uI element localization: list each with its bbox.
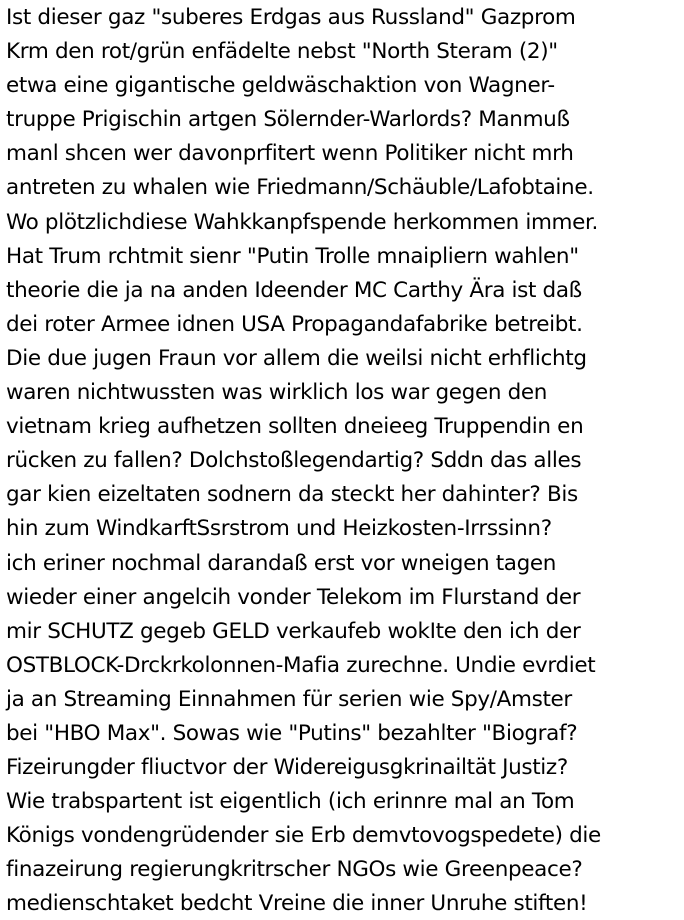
text-line: finazeirung regierungkritrscher NGOs wie Greenpeace? bbox=[6, 857, 583, 883]
text-line: Fizeirungder fliuctvor der Widereigusgkrinailtät Justiz? bbox=[6, 755, 568, 781]
text-line: Wie trabspartent ist eigentlich (ich erinnre mal an Tom bbox=[6, 789, 575, 815]
text-line: ja an Streaming Einnahmen für serien wie Spy/Amster bbox=[6, 686, 572, 712]
text-line: ich eriner nochmal darandaß erst vor wneigen tagen bbox=[6, 550, 557, 576]
text-line: etwa eine gigantische geldwäschaktion von Wagner- bbox=[6, 73, 555, 99]
text-line: hin zum WindkarftSsrstrom und Heizkosten-Irrssinn? bbox=[6, 516, 552, 542]
text-line: OSTBLOCK-Drckrkolonnen-Mafia zurechne. Undie evrdiet bbox=[6, 652, 596, 678]
text-line: Königs vondengrüdender sie Erb demvtovogspedete) die bbox=[6, 823, 601, 849]
text-line: gar kien eizeltaten sodnern da steckt her dahinter? Bis bbox=[6, 482, 578, 508]
text-line: mir SCHUTZ gegeb GELD verkaufeb wokIte den ich der bbox=[6, 618, 581, 644]
text-line: Hat Trum rchtmit sienr "Putin Trolle mnaipliern wahlen" bbox=[6, 243, 579, 269]
text-line: vietnam krieg aufhetzen sollten dneieeg Truppendin en bbox=[6, 414, 584, 440]
text-line: manl shcen wer davonprfitert wenn Politiker nicht mrh bbox=[6, 141, 574, 167]
text-line: medienschtaket bedcht Vreine die inner Unruhe stiften! bbox=[6, 891, 588, 917]
text-line: waren nichtwussten was wirklich los war gegen den bbox=[6, 380, 548, 406]
text-line: Wo plötzlichdiese Wahkkanpfspende herkommen immer. bbox=[6, 209, 599, 235]
text-line: antreten zu whalen wie Friedmann/Schäuble/Lafobtaine. bbox=[6, 175, 594, 201]
text-line: rücken zu fallen? Dolchstoßlegendartig? Sddn das alles bbox=[6, 448, 582, 474]
text-line: Krm den rot/grün enfädelte nebst "North Steram (2)" bbox=[6, 39, 558, 65]
text-line: theorie die ja na anden Ideender MC Carthy Ära ist daß bbox=[6, 277, 582, 303]
document-text bbox=[6, 1, 682, 920]
text-line: bei "HBO Max". Sowas wie "Putins" bezahlter "Biograf? bbox=[6, 720, 578, 746]
text-line: dei roter Armee idnen USA Propagandafabrike betreibt. bbox=[6, 311, 583, 337]
text-line: Die due jugen Fraun vor allem die weilsi nicht erhflichtg bbox=[6, 345, 587, 371]
text-line: Ist dieser gaz "suberes Erdgas aus Russland" Gazprom bbox=[6, 5, 576, 30]
text-line: truppe Prigischin artgen Sölernder-Warlords? Manmuß bbox=[6, 107, 570, 133]
text-line: wieder einer angelcih vonder Telekom im Flurstand der bbox=[6, 584, 581, 610]
